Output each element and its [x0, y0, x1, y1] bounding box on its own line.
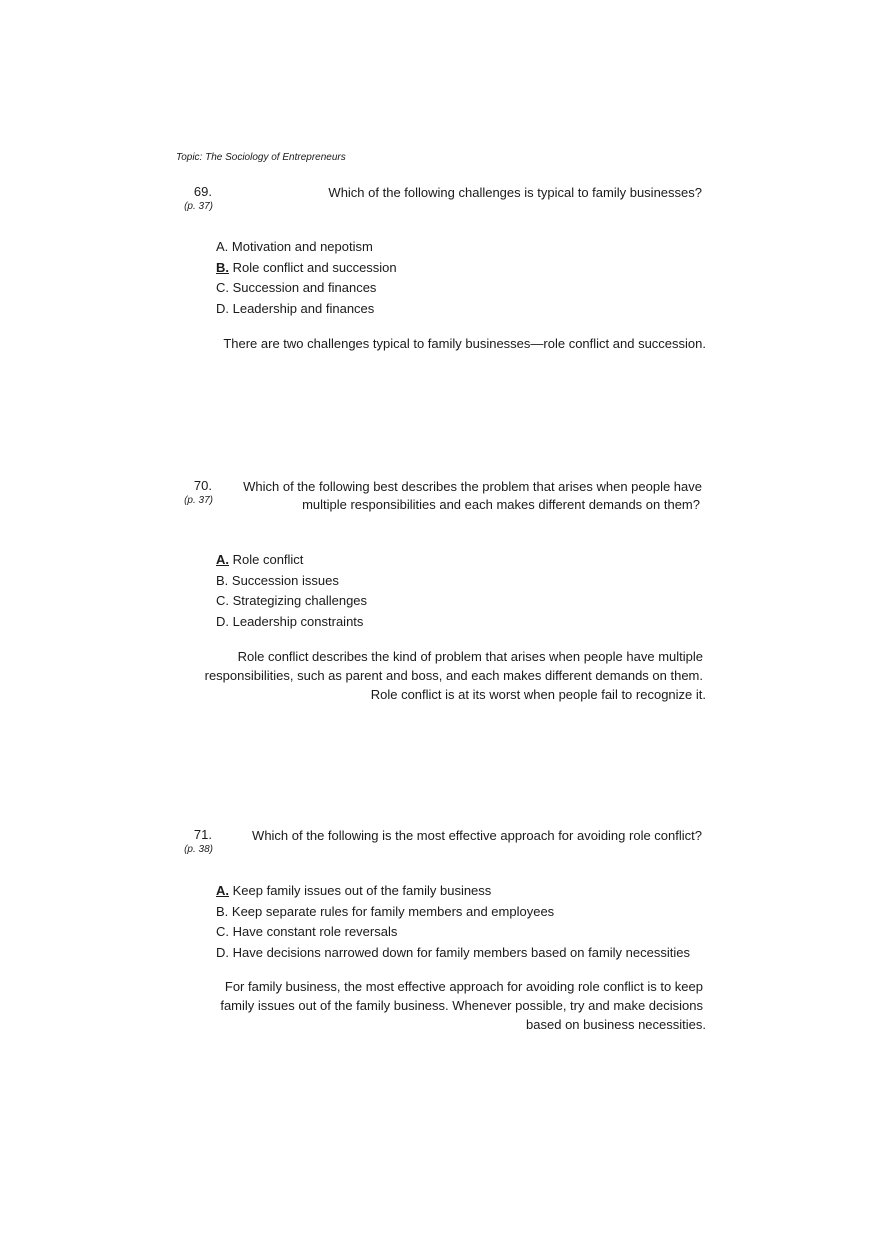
explanation-line: There are two challenges typical to family businesses—role conflict and succession. [223, 336, 706, 351]
question-text [328, 184, 702, 202]
option-text: Succession issues [228, 572, 339, 588]
option-text: Motivation and nepotism [228, 239, 373, 254]
option-letter: D. [216, 944, 229, 960]
answer-option [216, 591, 367, 612]
answer-option [216, 902, 690, 923]
explanation-line: based on business necessities. [526, 1017, 706, 1032]
option-text: Leadership and finances [229, 300, 375, 316]
option-text: Have constant role reversals [229, 924, 398, 939]
page-reference: (p. 37) [184, 201, 213, 212]
question-text-line: Which of the following is the most effective approach for avoiding role conflict? [252, 828, 702, 843]
option-letter: C. [216, 593, 229, 608]
option-letter: B. [216, 572, 229, 588]
option-text: Have decisions narrowed down for family members based on family necessities [229, 944, 690, 960]
answer-option [216, 571, 367, 592]
explanation [220, 977, 706, 1034]
option-text: Keep family issues out of the family business [229, 883, 492, 898]
option-letter: A. [216, 239, 229, 254]
question-number: 71. [193, 827, 212, 842]
answer-options [216, 237, 397, 319]
option-text: Strategizing challenges [229, 593, 368, 608]
question-number: 69. [193, 184, 212, 199]
question-text [243, 478, 702, 514]
option-letter-correct: A. [216, 552, 229, 567]
explanation [223, 334, 706, 353]
topic-heading: Topic: The Sociology of Entrepreneurs [176, 152, 346, 163]
explanation-line: responsibilities, such as parent and boss, and each makes different demands on them. [204, 668, 703, 683]
option-letter-correct: B. [216, 259, 229, 275]
page-reference: (p. 38) [184, 844, 213, 855]
answer-option [216, 299, 397, 320]
answer-option-correct [216, 881, 690, 902]
explanation-line: Role conflict describes the kind of problem that arises when people have multiple [237, 649, 703, 664]
explanation [205, 647, 706, 704]
explanation-line: Role conflict is at its worst when people fail to recognize it. [370, 687, 706, 702]
answer-option [216, 237, 397, 258]
question-text-line: multiple responsibilities and each makes different demands on them? [302, 497, 700, 512]
option-letter: C. [216, 280, 229, 295]
answer-option [216, 943, 690, 964]
explanation-line: For family business, the most effective approach for avoiding role conflict is to keep [224, 979, 703, 994]
answer-options [216, 881, 690, 963]
answer-option [216, 922, 690, 943]
answer-option-correct [216, 258, 397, 279]
answer-option [216, 278, 397, 299]
question-text-line: Which of the following best describes the problem that arises when people have [243, 479, 702, 494]
page-reference: (p. 37) [184, 495, 213, 506]
answer-option [216, 612, 367, 633]
option-text: Role conflict and succession [229, 259, 397, 275]
option-letter: D. [216, 300, 229, 316]
explanation-line: family issues out of the family business. Whenever possible, try and make decisions [220, 998, 703, 1013]
answer-options [216, 550, 367, 632]
question-text [252, 827, 702, 845]
question-number: 70. [193, 478, 212, 493]
option-text: Succession and finances [229, 280, 377, 295]
question-text-line: Which of the following challenges is typical to family businesses? [328, 185, 702, 200]
option-letter-correct: A. [216, 883, 229, 898]
option-text: Leadership constraints [229, 613, 364, 629]
option-text: Role conflict [229, 552, 304, 567]
option-letter: C. [216, 924, 229, 939]
answer-option-correct [216, 550, 367, 571]
option-text: Keep separate rules for family members and employees [228, 903, 555, 919]
option-letter: B. [216, 903, 229, 919]
option-letter: D. [216, 613, 229, 629]
